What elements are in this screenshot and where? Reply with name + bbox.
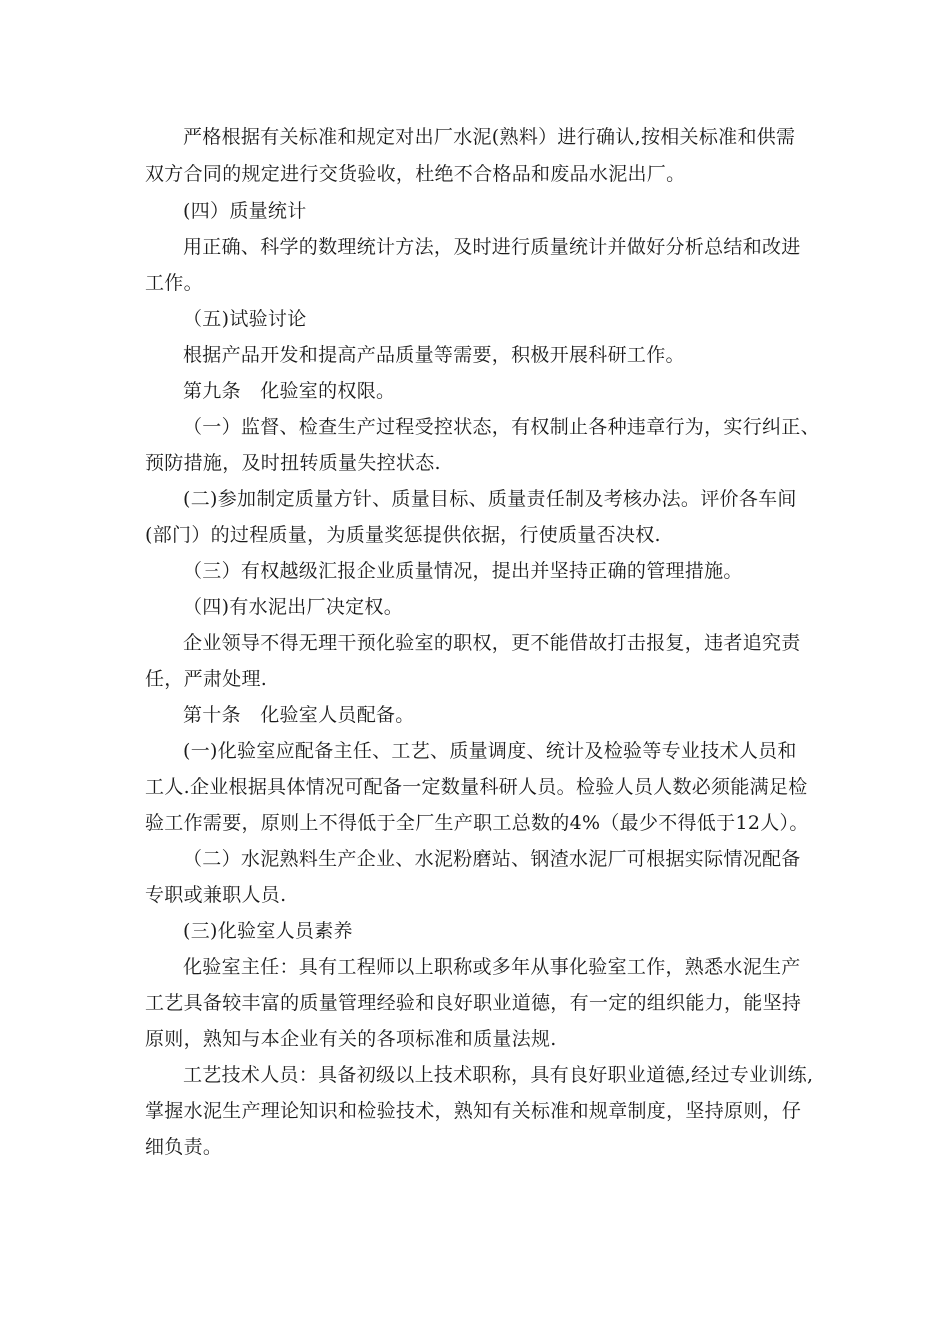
paragraph-line: （二）水泥熟料生产企业、水泥粉磨站、钢渣水泥厂可根据实际情况配备 (183, 848, 801, 870)
section-heading: （五)试验讨论 (183, 308, 307, 330)
paragraph-line: 双方合同的规定进行交货验收，杜绝不合格品和废品水泥出厂。 (145, 163, 686, 185)
paragraph-line: 工作。 (145, 272, 203, 294)
article-heading: 第十条 化验室人员配备。 (183, 704, 415, 726)
paragraph-line: 原则，熟知与本企业有关的各项标准和质量法规. (145, 1028, 557, 1050)
paragraph-line: (二)参加制定质量方针、质量目标、质量责任制及考核办法。评价各车间 (183, 488, 797, 510)
paragraph-line: 预防措施，及时扭转质量失控状态. (145, 452, 441, 474)
section-heading: (三)化验室人员素养 (183, 920, 353, 942)
paragraph-line: 专职或兼职人员. (145, 884, 287, 906)
paragraph-line: 工艺具备较丰富的质量管理经验和良好职业道德，有一定的组织能力，能坚持 (145, 992, 802, 1014)
paragraph-line: 严格根据有关标准和规定对出厂水泥(熟料）进行确认,按相关标准和供需 (183, 126, 796, 148)
paragraph-line: （三）有权越级汇报企业质量情况，提出并坚持正确的管理措施。 (183, 560, 743, 582)
paragraph-line: 任，严肃处理. (145, 668, 268, 690)
paragraph-line: （四)有水泥出厂决定权。 (183, 596, 404, 618)
section-heading: (四）质量统计 (183, 200, 307, 222)
article-heading: 第九条 化验室的权限。 (183, 380, 396, 402)
paragraph-line: 化验室主任：具有工程师以上职称或多年从事化验室工作，熟悉水泥生产 (183, 956, 801, 978)
paragraph-line: (部门）的过程质量，为质量奖惩提供依据，行使质量否决权. (145, 524, 661, 546)
paragraph-line: (一)化验室应配备主任、工艺、质量调度、统计及检验等专业技术人员和 (183, 740, 797, 762)
paragraph-line: 工人.企业根据具体情况可配备一定数量科研人员。检验人员人数必须能满足检 (145, 776, 808, 798)
paragraph-line: 根据产品开发和提高产品质量等需要，积极开展科研工作。 (183, 344, 685, 366)
paragraph-line: 工艺技术人员：具备初级以上技术职称，具有良好职业道德,经过专业训练, (183, 1064, 814, 1086)
paragraph-line: 细负责。 (145, 1136, 223, 1158)
paragraph-line: 验工作需要，原则上不得低于全厂生产职工总数的4%（最少不得低于12人）。 (145, 812, 809, 834)
paragraph-line: （一）监督、检查生产过程受控状态，有权制止各种违章行为，实行纠正、 (183, 416, 820, 438)
paragraph-line: 掌握水泥生产理论知识和检验技术，熟知有关标准和规章制度，坚持原则，仔 (145, 1100, 802, 1122)
paragraph-line: 用正确、科学的数理统计方法，及时进行质量统计并做好分析总结和改进 (183, 236, 801, 258)
paragraph-line: 企业领导不得无理干预化验室的职权，更不能借故打击报复，违者追究责 (183, 632, 801, 654)
